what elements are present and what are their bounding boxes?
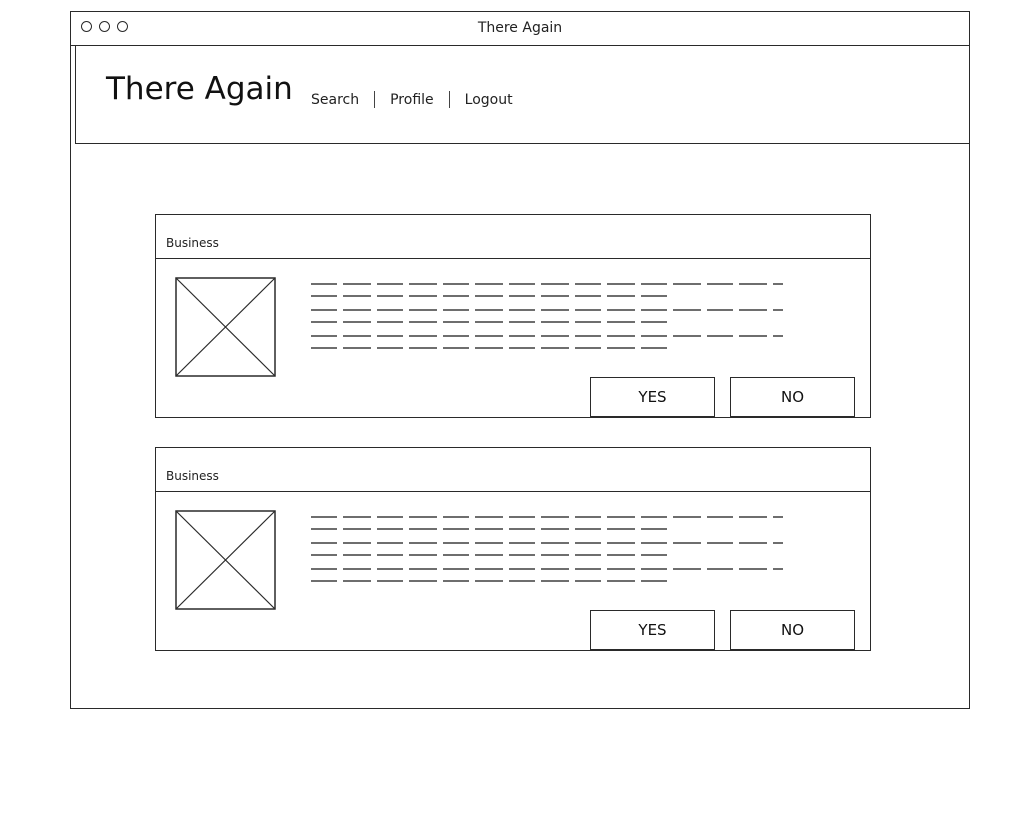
card-header — [156, 448, 870, 492]
nav-logout-link[interactable]: Logout — [464, 91, 513, 108]
site-header — [75, 46, 970, 144]
brand-logo-text[interactable]: There Again — [106, 71, 293, 107]
browser-window — [70, 11, 970, 709]
image-placeholder-icon — [175, 510, 276, 610]
yes-button[interactable]: YES — [590, 610, 715, 650]
window-title: There Again — [477, 20, 563, 36]
no-button[interactable]: NO — [730, 377, 855, 417]
business-card — [155, 214, 871, 418]
card-title: Business — [166, 236, 219, 250]
no-button[interactable]: NO — [730, 610, 855, 650]
nav-divider — [374, 91, 375, 108]
nav-search-link[interactable]: Search — [311, 91, 360, 108]
top-nav — [311, 91, 513, 108]
card-title: Business — [166, 469, 219, 483]
image-placeholder-icon — [175, 277, 276, 377]
yes-button[interactable]: YES — [590, 377, 715, 417]
business-card — [155, 447, 871, 651]
window-titlebar — [71, 12, 969, 46]
card-description-scribble — [311, 283, 783, 361]
nav-profile-link[interactable]: Profile — [390, 91, 434, 108]
card-header — [156, 215, 870, 259]
nav-divider — [449, 91, 450, 108]
card-description-scribble — [311, 516, 783, 594]
